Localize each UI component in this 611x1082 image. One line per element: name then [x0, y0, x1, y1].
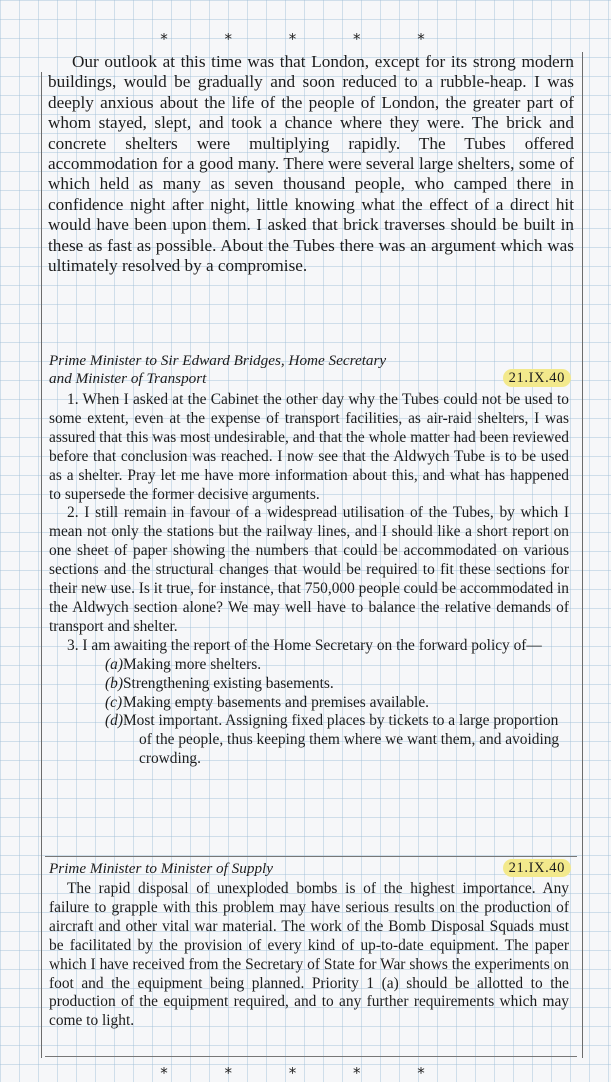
- list-item: [49, 675, 569, 694]
- memo1-body: [49, 391, 569, 769]
- memo1-policy-list: [49, 656, 569, 769]
- list-item-marker: (d): [105, 712, 123, 730]
- list-item-text: Strengthening existing basements.: [123, 674, 334, 692]
- intro-paragraph: Our outlook at this time was that London, except for its strong modern buildings, would be gradually and soon reduced to a rubble-heap. I was deeply anxious about the life of the people of London, the greater part of whom stayed, slept, and took a chance where they were. The brick and concrete shelters were multiplying rapidly. The Tubes offered accommodation for a good many. There were several large shelters, some of which held as many as seven thousand people, who camped there in confidence night after night, little knowing what the effect of a direct hit would have been upon them. I asked that brick traverses should be built in these as fast as possible. About the Tubes there was an argument which was ultimately resolved by a compromise.: [48, 52, 574, 276]
- memo1-paragraph-3: 3. I am awaiting the report of the Home Secretary on the forward policy of—: [67, 636, 542, 654]
- memo2-heading-text: Prime Minister to Minister of Supply: [49, 860, 273, 877]
- memo2-heading: [49, 860, 571, 878]
- list-item: [49, 656, 569, 675]
- memo2-paragraph: The rapid disposal of unexploded bombs is of the highest importance. Any failure to grapple with this problem may have serious results on the production of aircraft and other vital war material. The work of the Bomb Disposal Squads must be facilitated by the provision of every kind of up-to-date equipment. The paper which I have received from the Secretary of State for War shows the experiments on foot and the equipment being planned. Priority 1 (a) should be allotted to the production of the equipment required, and to any further requirements which may come to light.: [49, 880, 569, 1030]
- list-item-text: Making empty basements and premises available.: [123, 693, 430, 711]
- memo1-paragraph-2: 2. I still remain in favour of a widespread utilisation of the Tubes, by which I mean not only the stations but the railway lines, and I should like a short report on one sheet of paper showing the numbers that could be accommodated on various sections and the structural changes that would be required to fit these sections for their new use. Is it true, for instance, that 750,000 people could be accommodated in the Aldwych section alone? We may well have to balance the relative demands of transport and shelter.: [49, 504, 569, 635]
- section-divider: [45, 1056, 577, 1057]
- page-frame-left-border: [41, 72, 42, 1058]
- list-item: [49, 694, 569, 713]
- memo1-heading-line1: Prime Minister to Sir Edward Bridges, Home Secretary: [49, 352, 387, 369]
- list-item-marker: (a): [105, 655, 123, 673]
- memo1-paragraph-1: 1. When I asked at the Cabinet the other day why the Tubes could not be used to some extent, even at the expense of transport facilities, as air-raid shelters, I was assured that this was most undesirable, and that the whole matter had been reviewed before that conclusion was reached. I now see that the Aldwych Tube is to be used as a shelter. Pray let me have more information about this, and what has happened to supersede the former decisive arguments.: [49, 391, 569, 503]
- list-item-text: Most important. Assigning fixed places by tickets to a large proportion of the people, thus keeping them where we want them, and avoiding crowding.: [123, 712, 560, 768]
- page-frame-right-border: [582, 52, 583, 1058]
- memo2-body: [49, 880, 569, 1031]
- memo1-heading: [49, 352, 571, 388]
- memo1-heading-line2: and Minister of Transport: [49, 370, 207, 387]
- memo2-date-highlight: 21.IX.40: [503, 859, 571, 877]
- memo1-date-highlight: 21.IX.40: [503, 369, 571, 387]
- section-break-stars-bottom: * * * * *: [160, 1064, 451, 1082]
- section-break-stars-top: * * * * *: [160, 30, 451, 48]
- list-item-marker: (b): [105, 674, 123, 692]
- section-divider: [45, 856, 577, 857]
- list-item-text: Making more shelters.: [123, 655, 262, 673]
- list-item-marker: (c): [105, 693, 123, 711]
- list-item: [49, 712, 569, 769]
